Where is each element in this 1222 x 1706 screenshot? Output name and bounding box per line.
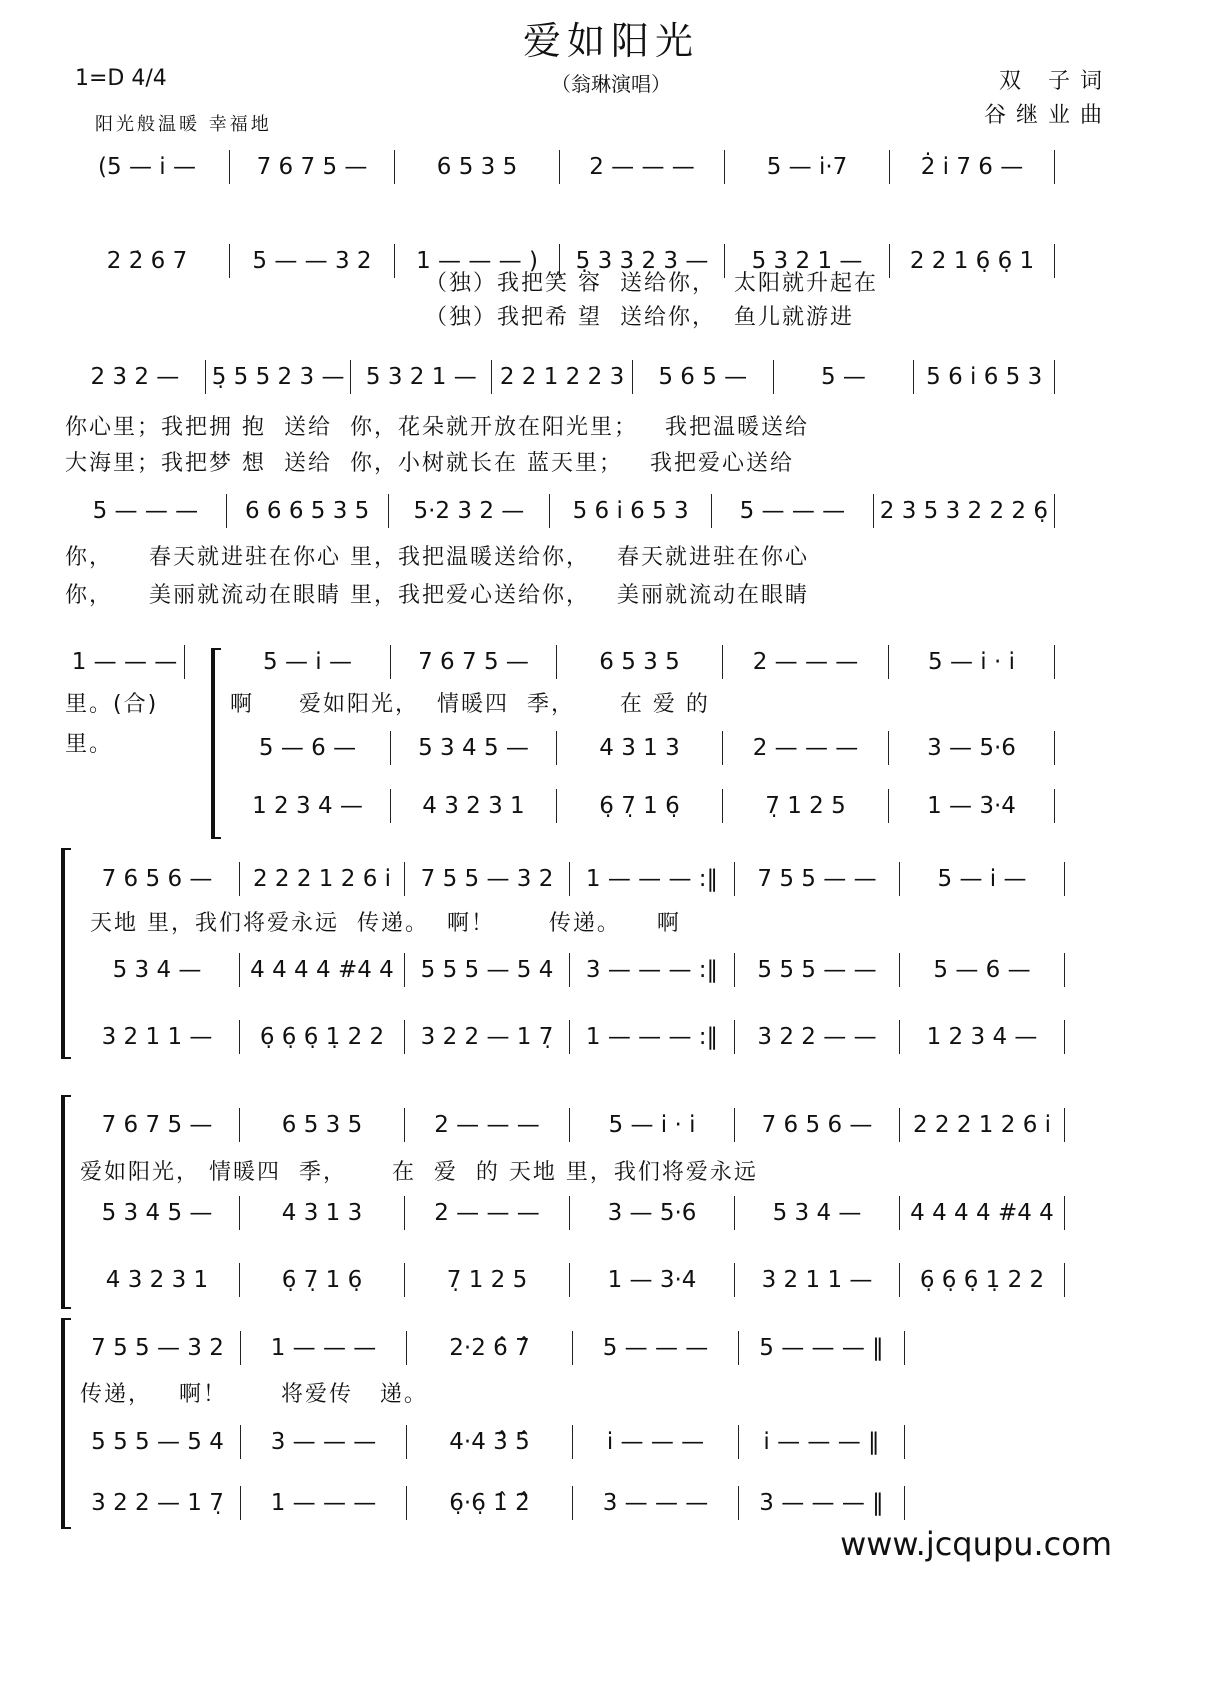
notation-staff-line — [225, 731, 1055, 765]
measure: 7 5 5 — — — [735, 862, 900, 896]
measure: 6̣·6̣ 1̂ 2̂ — [407, 1486, 573, 1520]
measure: 2 — — — — [405, 1196, 570, 1230]
measure: 4 3 2 3 1 — [75, 1263, 240, 1297]
notation-staff-line — [65, 645, 185, 679]
measure: 5 — — 3 2 — [230, 244, 395, 278]
measure: 7̣ 1 2 5 — [723, 789, 889, 823]
measure: 6 6 6 5 3 5 — [227, 494, 389, 528]
measure: 2̇ i̇ 7 6 — — [890, 150, 1055, 184]
measure: 1 — — — :‖ — [570, 1020, 735, 1054]
measure: 3 — — — — [573, 1486, 739, 1520]
measure: 2 3 2 — — [65, 360, 206, 394]
measure: 6̣ 7̣ 1 6̣ — [557, 789, 723, 823]
notation-staff-line — [65, 494, 1055, 528]
measure: 5 — 6 — — [900, 953, 1065, 987]
measure: 2 2 2 1 2 6 i̇ — [900, 1108, 1065, 1142]
notation-staff-line — [75, 1196, 1065, 1230]
measure: 7 5 5 — 3 2 — [75, 1331, 241, 1365]
lyricist-credit: 双 子词 — [999, 69, 1112, 94]
measure: 2 2 1 2 2 3 — [492, 360, 633, 394]
measure: 5 5 5 — 5 4 — [405, 953, 570, 987]
lyric-line: 天地 里，我们将爱永远 传递。 啊！ 传递。 啊 — [90, 911, 681, 936]
measure: 2 2 2 1 2 6 i̇ — [240, 862, 405, 896]
measure: (5 — i̇ — — [65, 150, 230, 184]
measure: 6̣ 7̣ 1 6̣ — [240, 1263, 405, 1297]
lyric-line: 爱如阳光， 情暖四 季， 在 爱 的 天地 里，我们将爱永远 — [80, 1160, 758, 1185]
singer-credit: （翁琳演唱） — [551, 72, 671, 96]
measure: 4 4 4 4 #4 4 — [900, 1196, 1065, 1230]
measure: 5 3 4 5 — — [391, 731, 557, 765]
measure: 6̣ 6̣ 6̣ 1̣ 2 2 — [240, 1020, 405, 1054]
measure: 7 5 5 — 3 2 — [405, 862, 570, 896]
lyric-line: 啊 爱如阳光， 情暖四 季， 在 爱 的 — [230, 692, 710, 717]
measure: 5 — i̇ — — [225, 645, 391, 679]
measure: 5 6 5 — — [633, 360, 774, 394]
notation-staff-line — [75, 1108, 1065, 1142]
notation-staff-line — [75, 1425, 905, 1459]
measure: 6̣ 6̣ 6̣ 1̣ 2 2 — [900, 1263, 1065, 1297]
measure: 5 3 4 — — [735, 1196, 900, 1230]
notation-staff-line — [75, 1263, 1065, 1297]
system-bracket — [61, 1318, 71, 1529]
expression-mark: 阳光般温暖 幸福地 — [95, 114, 272, 135]
measure: 3 — 5·6 — [570, 1196, 735, 1230]
measure: 5 6 i̇ 6 5 3 — [914, 360, 1055, 394]
measure: 5 3 2 1 — — [725, 244, 890, 278]
measure: 5·2 3 2 — — [389, 494, 551, 528]
measure: 4 4 4 4 #4 4 — [240, 953, 405, 987]
measure: 5 — — [774, 360, 915, 394]
lyric-line: 里。(合) — [65, 692, 159, 717]
measure: 3 2 2 — 1 7̣ — [405, 1020, 570, 1054]
notation-staff-line — [65, 150, 1055, 184]
measure: 5 — i̇·7 — [725, 150, 890, 184]
measure: 2 2̇ 6 7 — [65, 244, 230, 278]
lyric-line: （独）我把笑 容 送给你， 太阳就升起在 — [425, 271, 878, 296]
measure: 1 — — — ) — [395, 244, 560, 278]
composer-credit: 谷继业曲 — [983, 103, 1112, 128]
measure: 7 6 7 5 — — [230, 150, 395, 184]
measure: 2 — — — — [723, 645, 889, 679]
lyric-line: 大海里；我把梦 想 送给 你，小树就长在 蓝天里； 我把爱心送给 — [65, 451, 794, 476]
lyric-line: （独）我把希 望 送给你， 鱼儿就游进 — [425, 305, 854, 330]
measure: 2 2 1 6̣ 6̣ 1 — [890, 244, 1055, 278]
notation-staff-line — [75, 1486, 905, 1520]
measure: 2·2 6̂ 7̂ — [407, 1331, 573, 1365]
measure: 7 6 5 6 — — [75, 862, 240, 896]
measure: 6 5 3 5 — [395, 150, 560, 184]
measure: 1 — 3·4 — [570, 1263, 735, 1297]
measure: 5 3 2 1 — — [351, 360, 492, 394]
measure: i̇ — — — ‖ — [739, 1425, 905, 1459]
measure: 1 — 3·4 — [889, 789, 1055, 823]
measure: 5 3 4 — — [75, 953, 240, 987]
measure: 3 — — — — [241, 1425, 407, 1459]
measure: 1 — — — — [65, 645, 185, 679]
measure: 1 2 3 4 — — [225, 789, 391, 823]
measure: 2 — — — — [560, 150, 725, 184]
measure: 7 6 5 6 — — [735, 1108, 900, 1142]
measure: 5 6 i̇ 6 5 3 — [550, 494, 712, 528]
measure: 5 — — — ‖ — [739, 1331, 905, 1365]
measure: 4 3 2 3 1 — [391, 789, 557, 823]
notation-staff-line — [75, 1331, 905, 1365]
lyric-line: 你， 春天就进驻在你心 里，我把温暖送给你， 春天就进驻在你心 — [65, 545, 809, 570]
measure: 4 3 1 3 — [240, 1196, 405, 1230]
system-bracket — [211, 648, 221, 839]
measure: 6 5 3 5 — [240, 1108, 405, 1142]
lyric-line: 你， 美丽就流动在眼睛 里，我把爱心送给你， 美丽就流动在眼睛 — [65, 583, 809, 608]
measure: 5 — — — — [65, 494, 227, 528]
measure: 3 2 1 1 — — [75, 1020, 240, 1054]
notation-staff-line — [75, 1020, 1065, 1054]
measure: 1 — — — — [241, 1331, 407, 1365]
measure: i̇ — — — — [573, 1425, 739, 1459]
measure: 4 3 1 3 — [557, 731, 723, 765]
measure: 2 — — — — [405, 1108, 570, 1142]
measure: 5 5 5 — 5 4 — [75, 1425, 241, 1459]
system-bracket — [61, 848, 71, 1059]
measure: 7 6 7 5 — — [391, 645, 557, 679]
song-title: 爱如阳光 — [522, 19, 699, 63]
notation-staff-line — [75, 953, 1065, 987]
system-bracket — [61, 1095, 71, 1309]
measure: 3 2 1 1 — — [735, 1263, 900, 1297]
measure: 1 — — — — [241, 1486, 407, 1520]
measure: 3 2 2 — — — [735, 1020, 900, 1054]
notation-staff-line — [225, 789, 1055, 823]
notation-staff-line — [65, 360, 1055, 394]
measure: 3 — — — :‖ — [570, 953, 735, 987]
measure: 5 5 5 — — — [735, 953, 900, 987]
measure: 7 6 7 5 — — [75, 1108, 240, 1142]
measure: 2 — — — — [723, 731, 889, 765]
lyric-line: 你心里；我把拥 抱 送给 你，花朵就开放在阳光里； 我把温暖送给 — [65, 415, 809, 440]
measure: 5 — i̇ · i̇ — [570, 1108, 735, 1142]
lyric-line: 传递， 啊！ 将爱传 递。 — [80, 1382, 428, 1407]
measure: 5 — — — — [573, 1331, 739, 1365]
measure: 5̣ 5 5 2 3 — — [206, 360, 352, 394]
measure: 3 — — — ‖ — [739, 1486, 905, 1520]
measure: 5 — — — — [712, 494, 874, 528]
measure: 7̣ 1 2 5 — [405, 1263, 570, 1297]
measure: 4·4 3̂ 5̂ — [407, 1425, 573, 1459]
measure: 3 — 5·6 — [889, 731, 1055, 765]
measure: 1 2 3 4 — — [900, 1020, 1065, 1054]
lyric-line: 里。 — [65, 732, 114, 757]
measure: 5 — i̇ — — [900, 862, 1065, 896]
measure: 5 — 6 — — [225, 731, 391, 765]
measure: 2 3 5 3 2 2 2 6̣ — [874, 494, 1055, 528]
measure: 3 2 2 — 1 7̣ — [75, 1486, 241, 1520]
website-watermark: www.jcqupu.com — [840, 1525, 1112, 1563]
measure: 1 — — — :‖ — [570, 862, 735, 896]
key-signature: 1=D 4/4 — [75, 66, 167, 91]
notation-staff-line — [225, 645, 1055, 679]
measure: 5 — i̇ · i̇ — [889, 645, 1055, 679]
measure: 5 3 4 5 — — [75, 1196, 240, 1230]
measure: 6 5 3 5 — [557, 645, 723, 679]
notation-staff-line — [75, 862, 1065, 896]
measure: 5̣ 3 3 2 3 — — [560, 244, 725, 278]
